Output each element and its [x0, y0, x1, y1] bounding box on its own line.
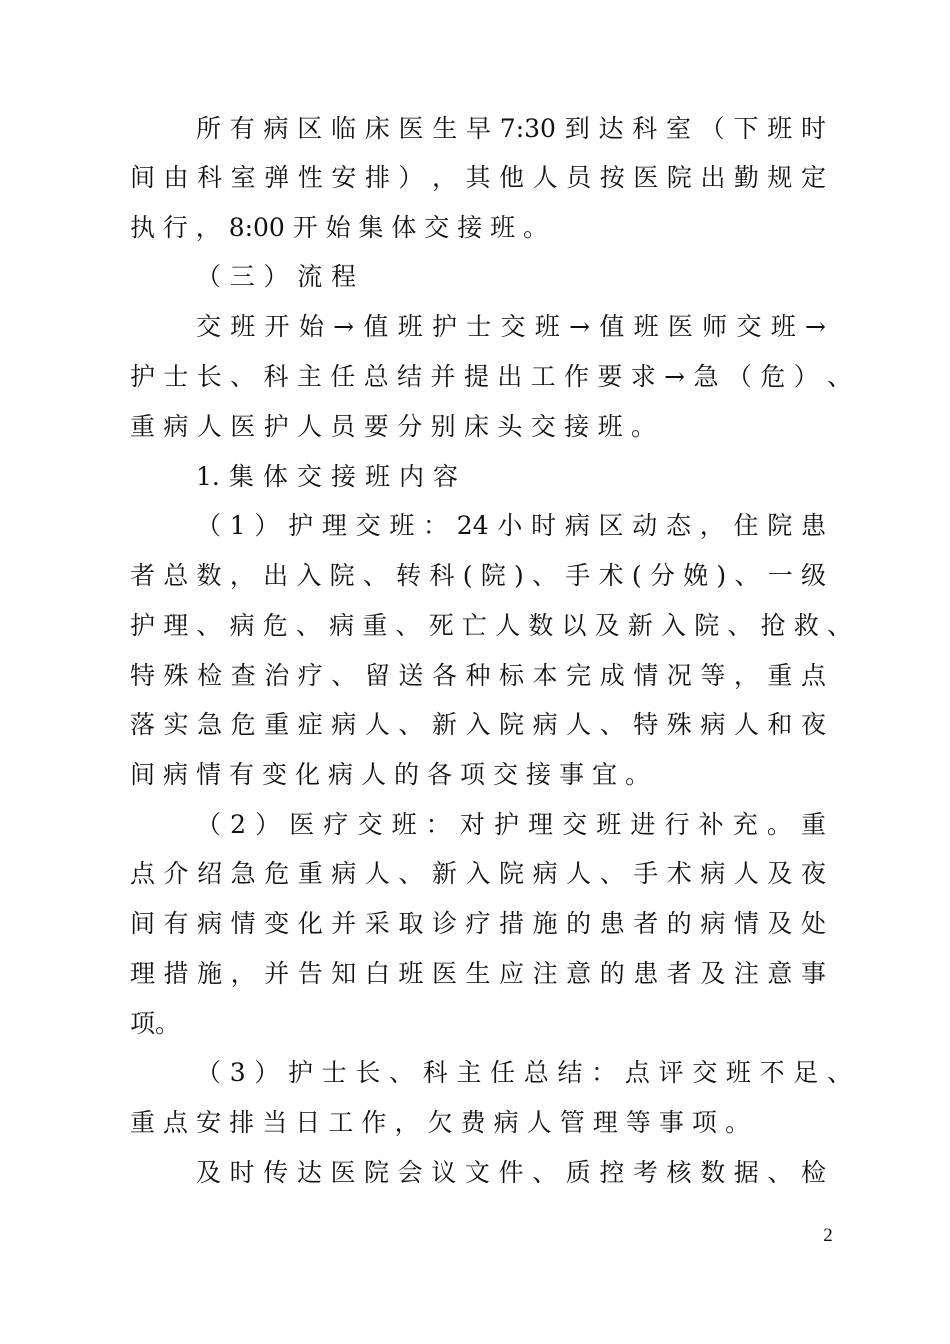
text-line: 1. 集 体 交 接 班 内 容	[196, 462, 458, 491]
text-line: 者 总 数 ， 出 入 院 、 转 科 ( 院 ) 、 手 术 ( 分 娩 ) 、 一 级	[130, 561, 826, 590]
text-line: （ 三 ） 流 程	[196, 262, 356, 291]
text-line: 所 有 病 区 临 床 医 生 早 7:30 到 达 科 室 （ 下 班 时	[196, 114, 826, 143]
text-line: 及 时 传 达 医 院 会 议 文 件 、 质 控 考 核 数 据 、 检	[196, 1158, 826, 1187]
text-line: 特 殊 检 查 治 疗 、 留 送 各 种 标 本 完 成 情 况 等 ， 重 点	[130, 661, 826, 690]
text-line: 理 措 施 ， 并 告 知 白 班 医 生 应 注 意 的 患 者 及 注 意 事	[130, 959, 826, 988]
text-line: 间 由 科 室 弹 性 安 排 ） ， 其 他 人 员 按 医 院 出 勤 规 定	[130, 163, 826, 192]
text-line: 点 介 绍 急 危 重 病 人 、 新 入 院 病 人 、 手 术 病 人 及 夜	[130, 859, 826, 888]
text-line: 护 理 、 病 危 、 病 重 、 死 亡 人 数 以 及 新 入 院 、 抢 救 、	[130, 611, 852, 640]
text-line: 执 行 ， 8:00 开 始 集 体 交 接 班 。	[130, 213, 548, 242]
text-line: （ 3 ） 护 士 长 、 科 主 任 总 结 ： 点 评 交 班 不 足 、	[196, 1058, 852, 1087]
text-line: （ 2 ） 医 疗 交 班 ： 对 护 理 交 班 进 行 补 充 。 重	[196, 810, 826, 839]
text-line: 间 病 情 有 变 化 病 人 的 各 项 交 接 事 宜 。	[130, 760, 650, 789]
text-line: 交 班 开 始 → 值 班 护 士 交 班 → 值 班 医 师 交 班 →	[196, 312, 826, 341]
page-number: 2	[823, 1225, 833, 1246]
text-line: 间 有 病 情 变 化 并 采 取 诊 疗 措 施 的 患 者 的 病 情 及 处	[130, 909, 826, 938]
text-line: （ 1 ） 护 理 交 班 ： 24 小 时 病 区 动 态 ， 住 院 患	[196, 511, 826, 540]
text-line: 落 实 急 危 重 症 病 人 、 新 入 院 病 人 、 特 殊 病 人 和 夜	[130, 710, 826, 739]
text-line: 重 点 安 排 当 日 工 作 ， 欠 费 病 人 管 理 等 事 项 。	[130, 1108, 750, 1137]
text-line: 护 士 长 、 科 主 任 总 结 并 提 出 工 作 要 求 → 急 （ 危 ） 、	[130, 362, 852, 391]
text-line: 项 。	[130, 1009, 181, 1038]
text-line: 重 病 人 医 护 人 员 要 分 别 床 头 交 接 班 。	[130, 412, 656, 441]
